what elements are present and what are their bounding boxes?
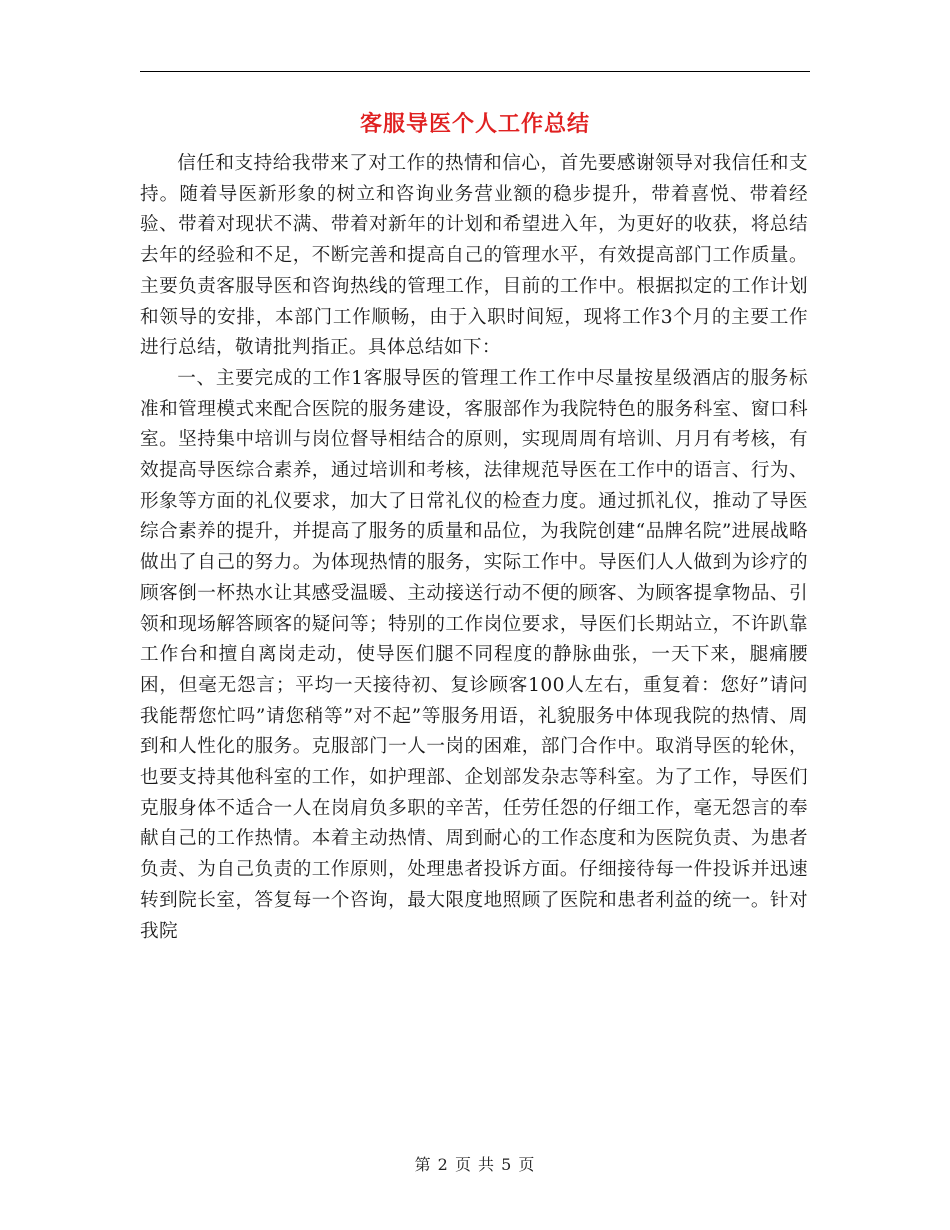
paragraph-intro: 信任和支持给我带来了对工作的热情和信心，首先要感谢领导对我信任和支持。随着导医新形象的树立和咨询业务营业额的稳步提升，带着喜悦、带着经验、带着对现状不满、带着对新年的计划和希望进入年，为更好的收获，将总结去年的经验和不足，不断完善和提高自己的管理水平，有效提高部门工作质量。主要负责客服导医和咨询热线的管理工作，目前的工作中。根据拟定的工作计划和领导的安排，本部门工作顺畅，由于入职时间短，现将工作3个月的主要工作进行总结，敬请批判指正。具体总结如下： <box>140 153 808 359</box>
document-body <box>140 149 808 947</box>
page-footer: 第 2 页 共 5 页 <box>414 1155 536 1174</box>
paragraph-main-work: 一、主要完成的工作1客服导医的管理工作工作中尽量按星级酒店的服务标准和管理模式来配合医院的服务建设，客服部作为我院特色的服务科室、窗口科室。坚持集中培训与岗位督导相结合的原则，实现周周有培训、月月有考核，有效提高导医综合素养，通过培训和考核，法律规范导医在工作中的语言、行为、形象等方面的礼仪要求，加大了日常礼仪的检查力度。通过抓礼仪，推动了导医综合素养的提升，并提高了服务的质量和品位，为我院创建“品牌名院”进展战略做出了自己的努力。为体现热情的服务，实际工作中。导医们人人做到为诊疗的顾客倒一杯热水让其感受温暖、主动接送行动不便的顾客、为顾客提拿物品、引领和现场解答顾客的疑问等；特别的工作岗位要求，导医们长期站立，不许趴靠工作台和擅自离岗走动，使导医们腿不同程度的静脉曲张，一天下来，腿痛腰困，但毫无怨言；平均一天接待初、复诊顾客100人左右，重复着：您好”请问我能帮您忙吗”请您稍等”对不起”等服务用语，礼貌服务中体现我院的热情、周到和人性化的服务。克服部门一人一岗的困难，部门合作中。取消导医的轮休，也要支持其他科室的工作，如护理部、企划部发杂志等科室。为了工作，导医们克服身体不适合一人在岗肩负多职的辛苦，任劳任怨的仔细工作，毫无怨言的奉献自己的工作热情。本着主动热情、周到耐心的工作态度和为医院负责、为患者负责、为自己负责的工作原则，处理患者投诉方面。仔细接待每一件投诉并迅速转到院长室，答复每一个咨询，最大限度地照顾了医院和患者利益的统一。针对我院 <box>140 367 808 942</box>
header-rule <box>140 71 810 72</box>
document-title: 客服导医个人工作总结 <box>359 112 590 137</box>
